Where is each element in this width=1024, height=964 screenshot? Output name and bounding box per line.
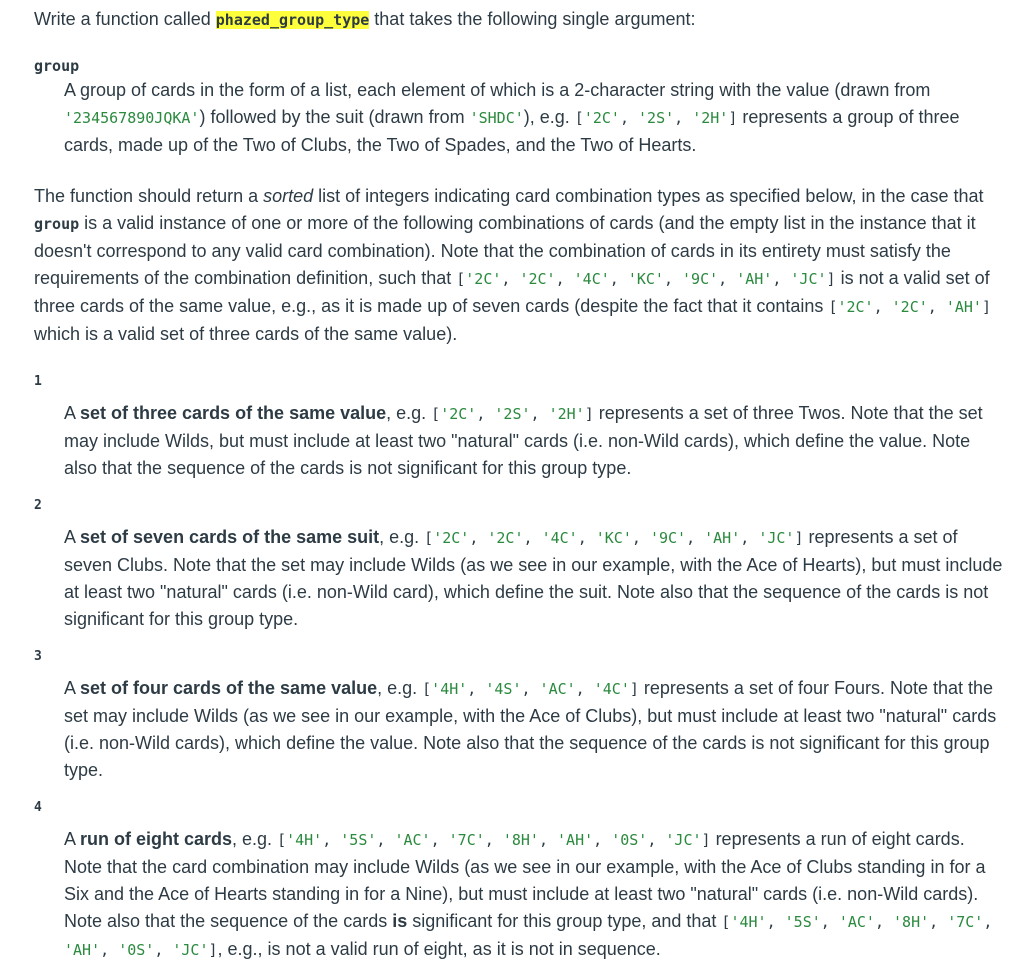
list-item: A set of three cards of the same value, e.g. ['2C', '2S', '2H'] represents a set of three Twos. Note that the set may include Wilds, but must include at least two "natural" cards (i.e. non-Wild cards), which define the value. Note also that the sequence of the cards is not significant for this group type. (64, 403, 983, 478)
list-item: A set of four cards of the same value, e.g. ['4H', '4S', 'AC', '4C'] represents a set of four Fours. Note that the set may include Wilds (as we see in our example, with the Ace of Clubs), but must include at least two "natural" cards (i.e. non-Wild cards), which define the value. Note also that the sequence of the cards is not significant for this group type. (64, 678, 997, 780)
param-description: A group of cards in the form of a list, each element of which is a 2-character string with the value (drawn from '234567890JQKA') followed by the suit (drawn from 'SHDC'), e.g. ['2C', '2S', '2H'] represents a group of three cards, made up of the Two of Clubs, the Two of Spades, and the Two of Hearts. (64, 80, 960, 155)
example-cards: ['4H', '5S', 'AC', '7C', '8H', 'AH', '0S', 'JC'] (277, 831, 711, 849)
group-keyword: group (34, 215, 80, 233)
example-cards: ['2C', '2C', '4C', 'KC', '9C', 'AH', 'JC'] (424, 529, 804, 547)
suit-chars: 'SHDC' (469, 109, 524, 127)
item-number: 2 (34, 498, 42, 513)
list-item: A set of seven cards of the same suit, e.g. ['2C', '2C', '4C', 'KC', '9C', 'AH', 'JC'] represents a set of seven Clubs. Note that the set may include Wilds (as we see in our example, with the Ace of Hearts), but must include at least two "natural" cards (i.e. non-Wild card), which define the suit. Note also that the sequence of the cards is not significant for this group type. (64, 527, 1003, 629)
example-cards: ['2C', '2S', '2H'] (431, 405, 594, 423)
item-number: 4 (34, 800, 42, 815)
invalid-run-example: ['4H', '5S', 'AC', '8H', '7C', 'AH', '0S', 'JC'] (64, 913, 993, 959)
return-description: The function should return a sorted list of integers indicating card combination types as specified below, in the case that group is a valid instance of one or more of the following combinations of cards (and the empty list in the instance that it doesn't correspond to any valid card combination). Note that the combination of cards in its entirety must satisfy the requirements of the combination definition, such that ['2C', '2C', '4C', 'KC', '9C', 'AH', 'JC'] is not a valid set of three cards of the same value, e.g., as it is made up of seven cards (despite the fact that it contains ['2C', '2C', 'AH'] which is a valid set of three cards of the same value). (34, 186, 991, 344)
item-number: 1 (34, 374, 42, 389)
item-number: 3 (34, 649, 42, 664)
invalid-example: ['2C', '2C', '4C', 'KC', '9C', 'AH', 'JC'] (456, 270, 836, 288)
intro-text-end: that takes the following single argument: (369, 9, 696, 29)
subset-example: ['2C', '2C', 'AH'] (828, 298, 991, 316)
example-group: ['2C', '2S', '2H'] (574, 109, 738, 127)
param-name: group (34, 57, 80, 75)
example-cards: ['4H', '4S', 'AC', '4C'] (422, 680, 639, 698)
intro-text: Write a function called (34, 9, 216, 29)
emphasis-sorted: sorted (263, 186, 314, 206)
list-item: A run of eight cards, e.g. ['4H', '5S', 'AC', '7C', '8H', 'AH', '0S', 'JC'] represents a run of eight cards. Note that the card combination may include Wilds (as we see in our example, with the Ace of Clubs standing in for a Six and the Ace of Hearts standing in for a Nine), but must include at least two "natural" cards (i.e. non-Wild cards). Note also that the sequence of the cards is significant for this group type, and that ['4H', '5S', 'AC', '8H', '7C', 'AH', '0S', 'JC'], e.g., is not a valid run of eight, as it is not in sequence. (64, 829, 993, 959)
function-name: phazed_group_type (215, 11, 370, 29)
intro-paragraph (34, 6, 1006, 34)
value-chars: '234567890JQKA' (64, 109, 200, 127)
